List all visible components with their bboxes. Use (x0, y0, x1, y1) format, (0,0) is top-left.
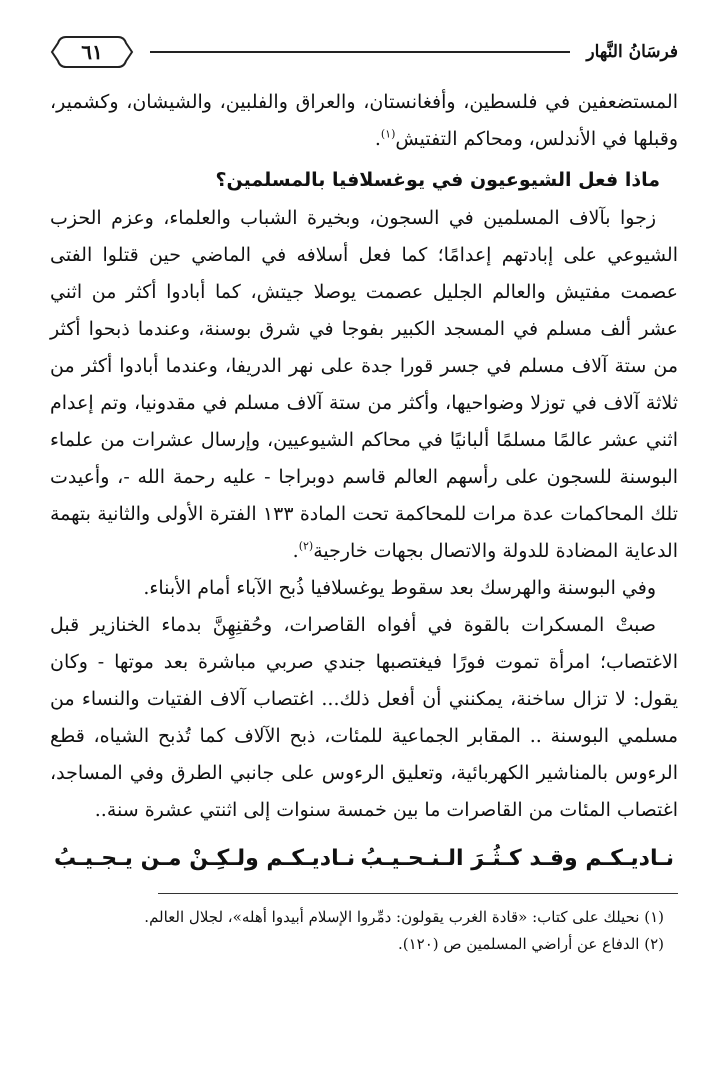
footnote-1: (١) نحيلك على كتاب: «قادة الغرب يقولون: دمِّروا الإسلام أبيدوا أهله»، لجلال العالم. (144, 908, 664, 926)
verse-hemistich-1: نـاديـكـم وقـد كـثُـرَ الـنـحـيـبُ (360, 846, 674, 871)
paragraph-2-text: زجوا بآلاف المسلمين في السجون، وبخيرة الشباب والعلماء، وعزم الحزب الشيوعي على إبادتهم إعدامًا؛ كما فعل أسلافه في الماضي حين قتلوا الفتى عصمت مفتيش والعالم الجليل عصمت يوصلا جيتش، كما أبادوا أكثر من اثني عشر ألف مسلم في المسجد الكبير بفوجا في شرق بوسنة، وعندما ذبحوا أكثر من ستة آلاف مسلم في جسر قورا جدة على نهر الدريفا، وعندما أبادوا أكثر من ثلاثة آلاف في توزلا وضواحيها، وأكثر من ستة آلاف مسلم في مقدونيا، وتم إعدام اثني عشر عالمًا مسلمًا ألبانيًا في محاكم الشيوعيين، وإرسال عشرات من علماء البوسنة للسجون على رأسهم العالم قاسم دوبراجا - عليه رحمة الله -، وأعيدت تلك المحاكمات عدة مرات للمحاكمة تحت المادة ١٣٣ الفترة الأولى والثانية بتهمة الدعاية المضادة للدولة والاتصال بجهات خارجية (50, 207, 678, 562)
footnote-ref-2: (٢) (298, 539, 314, 553)
running-title: فرسَانُ النَّهار (586, 42, 678, 62)
page-header (50, 28, 678, 76)
body-text (50, 84, 678, 879)
footnote-2: (٢) الدفاع عن أراضي المسلمين ص (١٢٠). (397, 935, 664, 953)
paragraph-2-end: . (292, 540, 299, 562)
paragraph-3: وفي البوسنة والهرسك بعد سقوط يوغسلافيا ذُبح الآباء أمام الأبناء. (143, 577, 656, 599)
footnote-rule (158, 893, 678, 894)
page-number-frame (50, 35, 134, 69)
footnotes (50, 904, 678, 958)
footnote-ref-1: (١) (380, 127, 396, 141)
paragraph-1 (50, 84, 678, 158)
poetry-verse (50, 839, 678, 879)
verse-hemistich-2: نـاديـكـم ولـكِـنْ مـن يـجـيـبُ (54, 846, 356, 871)
header-rule (150, 51, 570, 53)
paragraph-1-end: . (374, 128, 381, 150)
section-heading: ماذا فعل الشيوعيون في يوغسلافيا بالمسلمين؟ (215, 169, 660, 191)
paragraph-1-text: المستضعفين في فلسطين، وأفغانستان، والعراق والفلبين، والشيشان، وكشمير، وقبلها في الأندلس، ومحاكم التفتيش (50, 91, 678, 150)
paragraph-2 (50, 200, 678, 570)
page-number: ٦١ (81, 40, 103, 64)
paragraph-4: صبتْ المسكرات بالقوة في أفواه القاصرات، وحُقنِهِنَّ بدماء الخنازير قبل الاغتصاب؛ امرأة تموت فورًا فيغتصبها جندي صربي مباشرة بعد موتها - وكان يقول: لا تزال ساخنة، يمكنني أن أفعل ذلك... اغتصاب آلاف الفتيات والنساء من مسلمي البوسنة .. المقابر الجماعية للمئات، ذبح الآلاف كما تُذبح الشياه، قطع الرءوس بالمناشير الكهربائية، وتعليق الرءوس على جانبي الطرق وفي المساجد، اغتصاب المئات من القاصرات ما بين خمسة سنوات إلى اثنتي عشرة سنة.. (50, 614, 678, 821)
